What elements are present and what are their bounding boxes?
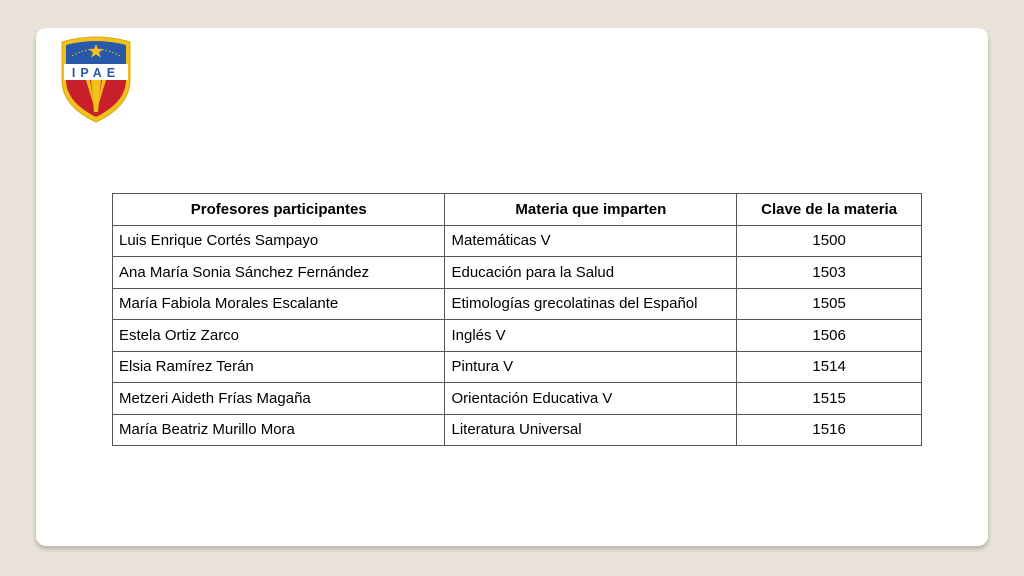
clave-cell: 1515 <box>737 383 922 415</box>
profesor-cell: Estela Ortiz Zarco <box>113 320 445 352</box>
materia-cell: Etimologías grecolatinas del Español <box>445 288 737 320</box>
profesor-cell: Metzeri Aideth Frías Magaña <box>113 383 445 415</box>
ipae-logo-icon <box>56 36 136 124</box>
slide <box>36 28 988 546</box>
table-row <box>113 225 922 257</box>
table-header-row <box>113 194 922 226</box>
header-materia: Materia que imparten <box>445 194 737 226</box>
profesor-cell: María Beatriz Murillo Mora <box>113 414 445 446</box>
profesor-cell: María Fabiola Morales Escalante <box>113 288 445 320</box>
materia-cell: Educación para la Salud <box>445 257 737 289</box>
clave-cell: 1500 <box>737 225 922 257</box>
clave-cell: 1505 <box>737 288 922 320</box>
header-profesores: Profesores participantes <box>113 194 445 226</box>
profesor-cell: Luis Enrique Cortés Sampayo <box>113 225 445 257</box>
table-row <box>113 351 922 383</box>
table-row <box>113 320 922 352</box>
clave-cell: 1514 <box>737 351 922 383</box>
table-row <box>113 288 922 320</box>
logo-text: IPAE <box>71 66 121 80</box>
materia-cell: Literatura Universal <box>445 414 737 446</box>
clave-cell: 1506 <box>737 320 922 352</box>
materia-cell: Inglés V <box>445 320 737 352</box>
table-row <box>113 414 922 446</box>
profesor-cell: Ana María Sonia Sánchez Fernández <box>113 257 445 289</box>
teachers-table <box>112 193 922 446</box>
clave-cell: 1503 <box>737 257 922 289</box>
table-row <box>113 383 922 415</box>
table-row <box>113 257 922 289</box>
profesor-cell: Elsia Ramírez Terán <box>113 351 445 383</box>
header-clave: Clave de la materia <box>737 194 922 226</box>
materia-cell: Orientación Educativa V <box>445 383 737 415</box>
materia-cell: Pintura V <box>445 351 737 383</box>
materia-cell: Matemáticas V <box>445 225 737 257</box>
clave-cell: 1516 <box>737 414 922 446</box>
